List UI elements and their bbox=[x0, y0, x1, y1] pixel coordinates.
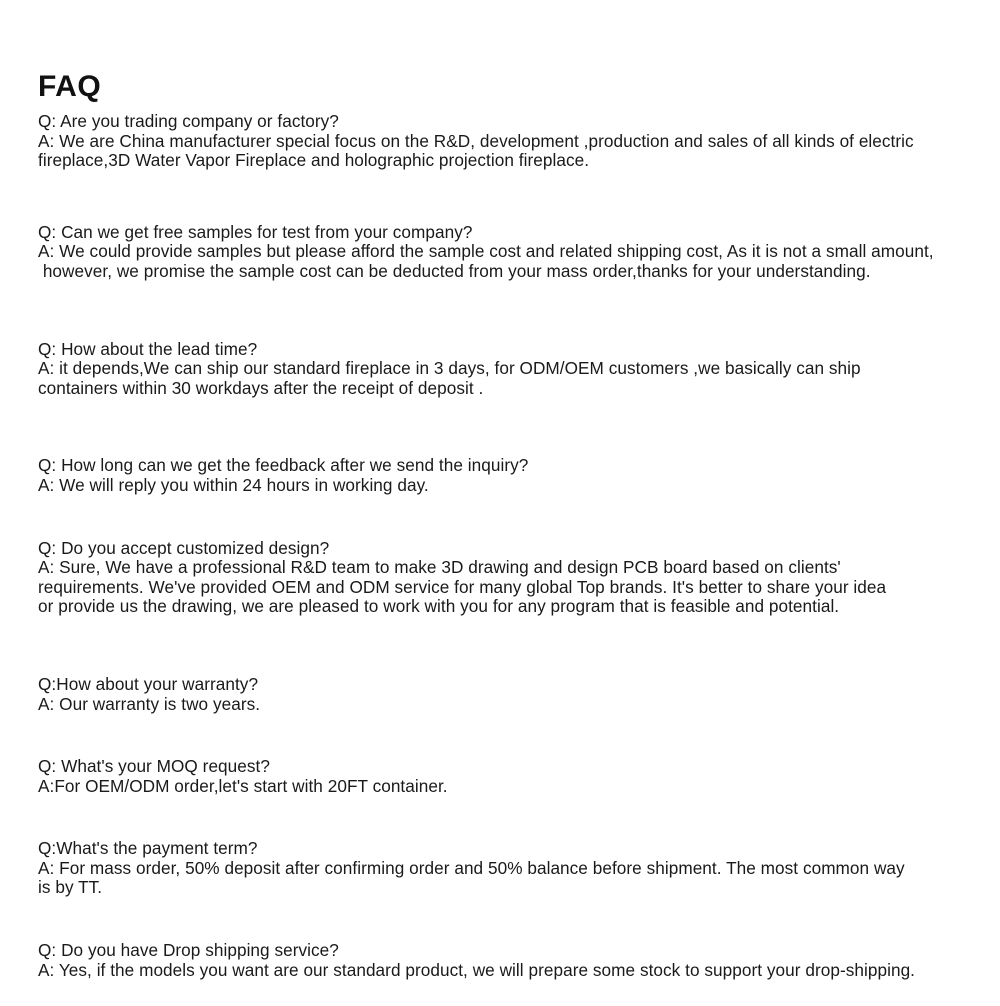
faq-question: Q: How long can we get the feedback after we send the inquiry? bbox=[38, 455, 529, 476]
faq-answer-line: A: Sure, We have a professional R&D team to make 3D drawing and design PCB board based on clients' bbox=[38, 557, 841, 578]
faq-answer-line: A: We will reply you within 24 hours in working day. bbox=[38, 474, 429, 495]
faq-item-warranty bbox=[38, 675, 996, 714]
faq-item-moq bbox=[38, 757, 996, 796]
faq-answer-line: A: it depends,We can ship our standard fireplace in 3 days, for ODM/OEM customers ,we basically can ship bbox=[38, 358, 861, 379]
faq-answer-line: A: Yes, if the models you want are our standard product, we will prepare some stock to support your drop-shipping. bbox=[38, 959, 915, 980]
faq-answer-line: or provide us the drawing, we are pleased to work with you for any program that is feasible and potential. bbox=[38, 596, 840, 617]
faq-list bbox=[38, 112, 996, 1006]
faq-question: Q: Do you accept customized design? bbox=[38, 537, 330, 558]
faq-answer-line: requirements. We've provided OEM and ODM service for many global Top brands. It's better to share your idea bbox=[38, 576, 887, 597]
faq-item-payment-term bbox=[38, 839, 996, 898]
faq-answer-line: A: We are China manufacturer special focus on the R&D, development ,production and sales of all kinds of electric bbox=[38, 130, 914, 151]
faq-item-drop-shipping bbox=[38, 941, 996, 980]
faq-question: Q: Do you have Drop shipping service? bbox=[38, 940, 339, 961]
faq-question: Q:How about your warranty? bbox=[38, 673, 259, 694]
faq-item-customized-design bbox=[38, 539, 996, 617]
faq-answer-line: A:For OEM/ODM order,let's start with 20FT container. bbox=[38, 775, 448, 796]
faq-item-free-samples bbox=[38, 223, 996, 282]
faq-question: Q:What's the payment term? bbox=[38, 838, 258, 859]
faq-answer-line: containers within 30 workdays after the receipt of deposit . bbox=[38, 377, 484, 398]
faq-answer-line: however, we promise the sample cost can be deducted from your mass order,thanks for your understanding. bbox=[38, 260, 871, 281]
faq-question: Q: What's your MOQ request? bbox=[38, 756, 270, 777]
faq-item-feedback-time bbox=[38, 456, 996, 495]
faq-answer-line: is by TT. bbox=[38, 877, 103, 898]
faq-question: Q: How about the lead time? bbox=[38, 338, 258, 359]
faq-question: Q: Are you trading company or factory? bbox=[38, 111, 339, 131]
faq-item-trading-company-or-factory bbox=[38, 112, 996, 171]
faq-answer-line: fireplace,3D Water Vapor Fireplace and holographic projection fireplace. bbox=[38, 150, 590, 171]
faq-answer-line: A: Our warranty is two years. bbox=[38, 693, 261, 714]
faq-item-lead-time bbox=[38, 340, 996, 399]
page-title: FAQ bbox=[38, 70, 102, 104]
faq-answer-line: A: We could provide samples but please afford the sample cost and related shipping cost, As it is not a small amount, bbox=[38, 241, 934, 262]
faq-answer-line: A: For mass order, 50% deposit after confirming order and 50% balance before shipment. The most common way bbox=[38, 857, 905, 878]
faq-question: Q: Can we get free samples for test from your company? bbox=[38, 221, 473, 242]
